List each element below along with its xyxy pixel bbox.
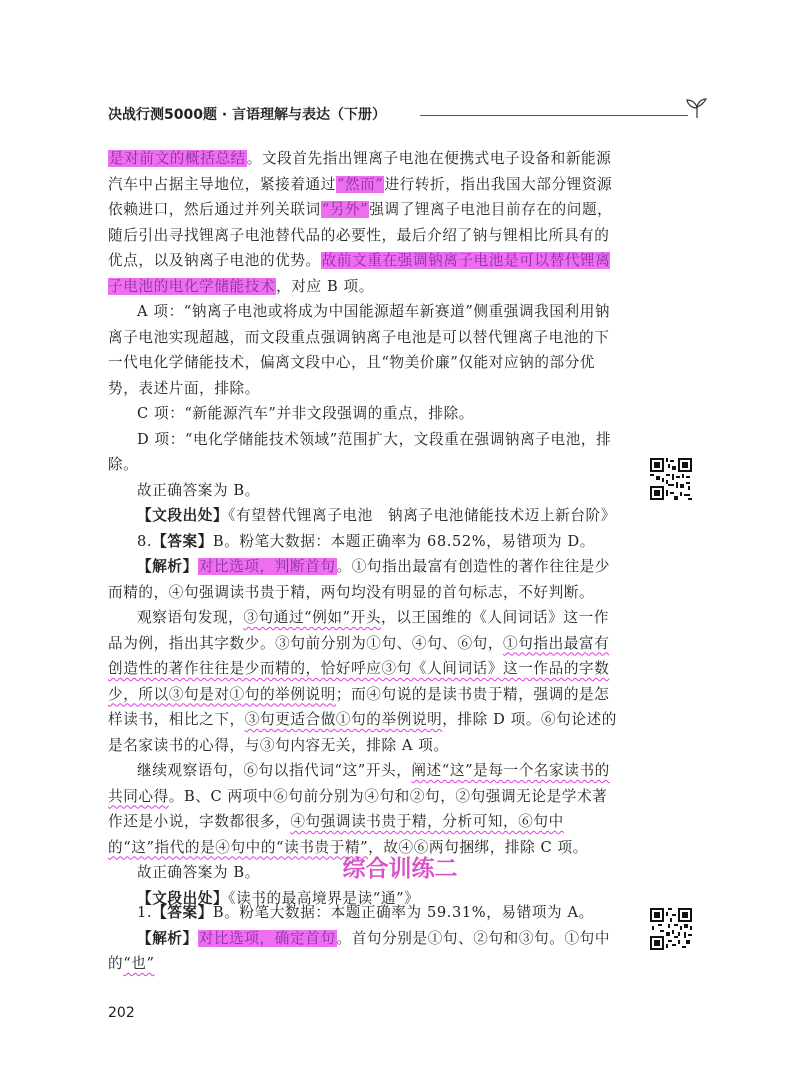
header-rule	[420, 115, 688, 116]
wavy-underlined-text: ③句更适合做①句的举例说明	[244, 711, 443, 728]
text: 进行转折，指出我国大部分锂资源依赖进口，然后通过并列关联词	[108, 175, 613, 218]
option-a-analysis: A 项：“钠离子电池或将成为中国能源超车新赛道”侧重强调我国利用钠离子电池实现超越，而文段重点强调钠离子电池是可以替代锂离子电池的下一代电化学储能技术，偏离文段中心，且“物美价廉”仅能对应钠的部分优势，表述片面，排除。	[108, 303, 611, 397]
answer-label: 【答案】	[152, 532, 213, 550]
text: ，以王国维的《人间词话》这一作品为例，指出其字数少。③句前分别为①句、④句、⑥句，	[108, 609, 609, 652]
paragraph-summary	[108, 146, 620, 299]
option-c-analysis: C 项：“新能源汽车”并非文段强调的重点，排除。	[137, 405, 475, 422]
qr-code-icon[interactable]	[650, 458, 692, 500]
text: 。B、C 两项中⑥句前分别为④句和②句，②句强调无论是学术著作还是小说，字数都很多，	[108, 787, 608, 830]
source-label: 【文段出处】	[137, 507, 229, 524]
qr-code-icon[interactable]	[650, 908, 692, 950]
text: ；而④句说的是读书贵于精，强调的是怎样读书，相比之下，	[108, 685, 610, 728]
text: 。首句分别是①句、②句和③句。①句中的	[108, 929, 611, 972]
source-text: 《读书的最高境界是读“通”》	[228, 889, 420, 907]
correct-answer: 故正确答案为 B。	[137, 864, 260, 881]
running-header	[108, 98, 703, 128]
page-number: 202	[108, 1005, 135, 1021]
correct-answer: 故正确答案为 B。	[137, 481, 260, 499]
highlight-text: 故前文重在强调钠离子电池是可以替代锂离子电池的电化学储能技术	[108, 252, 611, 295]
answer-content	[108, 146, 620, 911]
highlight-text: “另外”	[321, 201, 369, 218]
wavy-underlined-text: ③句通过“例如”开头	[243, 609, 382, 626]
text: 观察语句发现，	[137, 609, 244, 626]
highlight-text: “然而”	[336, 175, 384, 193]
observation-paragraph	[108, 605, 620, 758]
text: 。文段首先指出锂离子电池在便携式电子设备和新能源汽车中占据主导地位，紧接着通过	[108, 150, 612, 193]
text: 。①句指出最富有创造性的著作往往是少而精的，④句强调读书贵于精，两句均没有明显的首句标志，不好判断。	[108, 558, 611, 601]
option-d-analysis: D 项：“电化学储能技术领域”范围扩大，文段重在强调钠离子电池，排除。	[108, 430, 612, 473]
question-1-answer	[108, 900, 620, 926]
question-number: 1.	[137, 904, 153, 921]
question-8-analysis	[108, 554, 620, 605]
text: ，排除 D 项。⑥句论述的是名家读书的心得，与③句内容无关，排除 A 项。	[108, 711, 617, 754]
text: 继续观察语句，⑥句以指代词“这”开头，	[137, 762, 412, 779]
highlight-text: 对比选项，判断首句	[198, 558, 336, 575]
book-title: 决战行测5000题 · 言语理解与表达（下册）	[108, 107, 387, 123]
question-1-analysis	[108, 926, 620, 977]
answer-text: B。粉笔大数据：本题正确率为 68.52%，易错项为 D。	[212, 532, 595, 550]
text: ，对应 B 项。	[276, 277, 374, 295]
question-number: 8.	[137, 532, 153, 550]
observation-paragraph	[108, 758, 620, 860]
text: 强调了锂离子电池目前存在的问题，随后引出寻找锂离子电池替代品的必要性，最后介绍了钠与锂相比所具有的优点，以及钠离子电池的优势。	[108, 201, 613, 269]
analysis-label: 【解析】	[137, 929, 198, 947]
wavy-underlined-text: 阐述“这”是每一个名家读书的共同心得	[108, 762, 610, 805]
source-text: 《有望替代锂离子电池 钠离子电池储能技术迈上新台阶》	[228, 507, 616, 524]
sprout-icon	[684, 98, 710, 118]
source-label: 【文段出处】	[137, 889, 229, 907]
section-content	[108, 900, 620, 977]
question-8-answer	[108, 529, 620, 555]
text: ，故④⑥两句捆绑，排除 C 项。	[368, 838, 588, 856]
analysis-label: 【解析】	[137, 558, 198, 575]
wavy-underlined-text: “也”	[123, 955, 155, 972]
wavy-underlined-text: ④句强调读书贵于精，分析可知，⑥句中的“这”指代的是④句中的“读书贵于精”	[108, 813, 564, 856]
highlight-text: 对比选项，确定首句	[198, 929, 336, 947]
wavy-underlined-text: ①句指出最富有创造性的著作往往是少而精的，恰好呼应③句《人间词话》这一作品的字数少，所以③句是对①句的举例说明	[108, 634, 610, 703]
answer-text: B。粉笔大数据：本题正确率为 59.31%，易错项为 A。	[212, 904, 594, 921]
highlight-text: 是对前文的概括总结	[109, 150, 246, 167]
section-title: 综合训练二	[342, 856, 458, 882]
answer-label: 【答案】	[152, 904, 213, 921]
source-citation	[108, 503, 620, 529]
